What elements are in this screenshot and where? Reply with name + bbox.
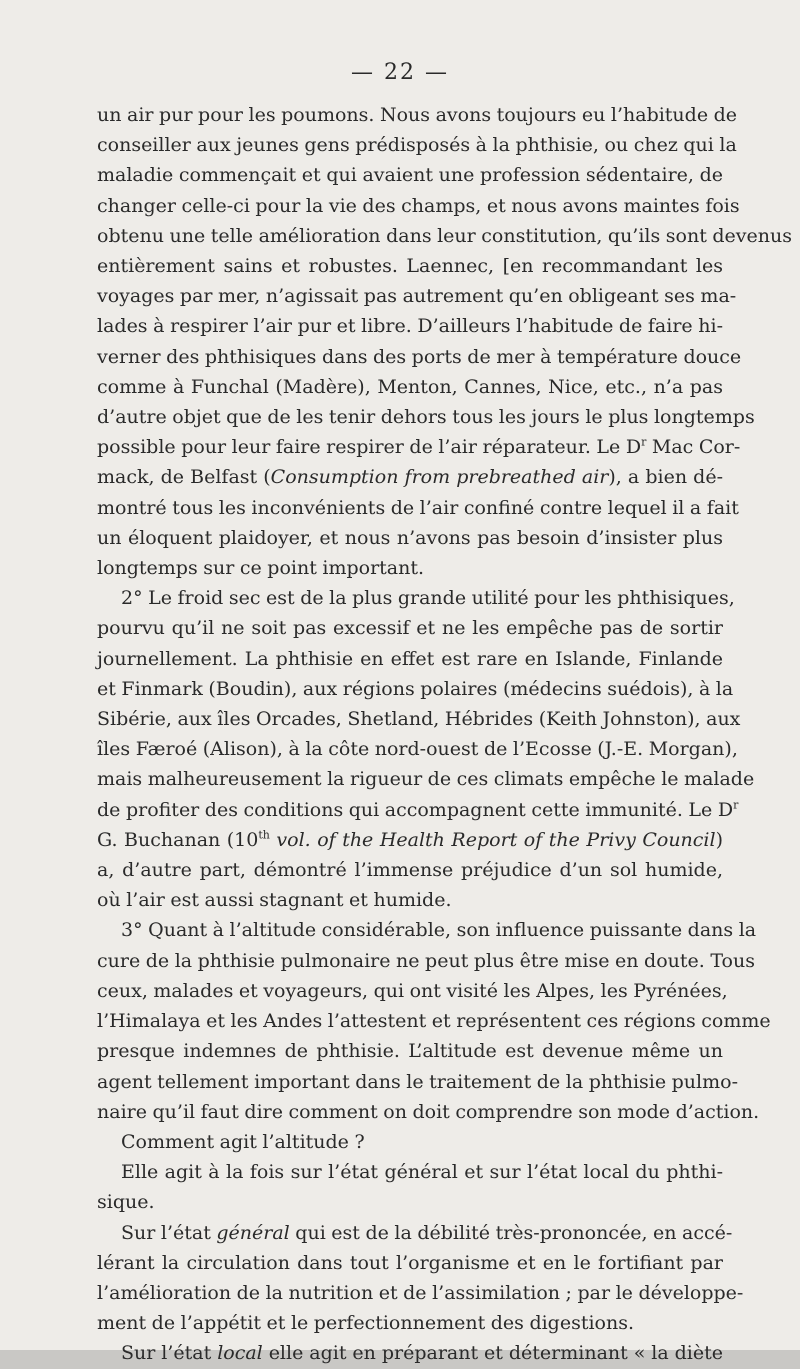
body-text <box>97 100 792 1369</box>
text-line <box>97 1187 723 1217</box>
line-text: Comment agit l’altitude ? <box>121 1130 365 1153</box>
text-line <box>97 915 757 945</box>
line-text-continued: elle agit en préparant et déterminant « la diète <box>262 1342 723 1365</box>
line-text: ceux, malades et voyageurs, qui ont visité les Alpes, les Pyrénées, <box>97 979 728 1002</box>
line-text: cure de la phthisie pulmonaire ne peut plus être mise en doute. Tous <box>97 949 755 972</box>
text-line <box>97 1006 771 1036</box>
line-text: a, d’autre part, démontré l’immense préjudice d’un sol humide, <box>97 859 723 882</box>
text-line <box>97 734 738 764</box>
text-line <box>97 372 723 402</box>
text-line <box>97 583 735 613</box>
text-line <box>97 311 723 341</box>
line-text: mais malheureusement la rigueur de ces climats empêche le malade <box>97 768 755 791</box>
text-line <box>97 855 723 885</box>
line-text: Sur l’état <box>121 1342 218 1365</box>
line-text: Sibérie, aux îles Orcades, Shetland, Hébrides (Keith Johnston), aux <box>97 708 741 731</box>
line-text: entièrement sains et robustes. Laennec, [en recommandant les <box>97 255 723 278</box>
text-line <box>97 1278 744 1308</box>
text-line <box>97 1067 738 1097</box>
line-text: de profiter des conditions qui accompagnent cette immunité. Le D <box>97 798 734 821</box>
line-text: lérant la circulation dans tout l’organisme et en le fortifiant par <box>97 1251 723 1274</box>
superscript: r <box>733 798 739 812</box>
line-text: îles Færoé (Alison), à la côte nord-ouest de l’Ecosse (J.-E. Morgan), <box>97 738 738 761</box>
line-text: journellement. La phthisie en effet est rare en Islande, Finlande <box>97 647 723 670</box>
line-text-continued: ) <box>715 828 724 851</box>
superscript: r <box>641 435 647 449</box>
line-text: longtemps sur ce point important. <box>97 557 425 580</box>
line-text: l’amélioration de la nutrition et de l’assimilation ; par le développe- <box>97 1281 744 1304</box>
line-text: agent tellement important dans le traitement de la phthisie pulmo- <box>97 1070 738 1093</box>
line-text: 2° Le froid sec est de la plus grande utilité pour les phthisiques, <box>121 587 735 610</box>
superscript: th <box>258 828 270 842</box>
line-text: lades à respirer l’air pur et libre. D’ailleurs l’habitude de faire hi- <box>97 315 723 338</box>
line-text: voyages par mer, n’agissait pas autrement qu’en obligeant ses ma- <box>97 285 737 308</box>
text-line <box>97 674 734 704</box>
line-text: presque indemnes de phthisie. L’altitude est devenue même un <box>97 1040 723 1063</box>
text-line <box>97 1218 733 1248</box>
text-line <box>97 221 792 251</box>
italic-text: Consumption from prebreathed air <box>270 466 609 489</box>
line-text: pourvu qu’il ne soit pas excessif et ne les empêche pas de sortir <box>97 617 723 640</box>
line-text: changer celle-ci pour la vie des champs, et nous avons maintes fois <box>97 194 740 217</box>
text-line <box>97 402 755 432</box>
line-text: mack, de Belfast ( <box>97 466 271 489</box>
text-line <box>97 1157 723 1187</box>
text-line <box>97 644 723 674</box>
line-text: un éloquent plaidoyer, et nous n’avons pas besoin d’insister plus <box>97 526 723 549</box>
text-line <box>97 191 740 221</box>
text-line <box>97 976 728 1006</box>
text-line <box>97 130 737 160</box>
text-line <box>97 1248 723 1278</box>
line-text: montré tous les inconvénients de l’air confiné contre lequel il a fait <box>97 496 739 519</box>
line-text-continued: qui est de la débilité très-prononcée, en accé- <box>289 1221 733 1244</box>
text-line <box>97 523 723 553</box>
line-text: où l’air est aussi stagnant et humide. <box>97 889 452 912</box>
text-line <box>97 432 741 462</box>
line-text-continued: Mac Cor- <box>646 436 741 459</box>
text-line <box>97 825 723 855</box>
line-text: G. Buchanan (10 <box>97 828 259 851</box>
text-line <box>97 281 737 311</box>
text-line <box>97 160 723 190</box>
line-text: sique. <box>97 1191 155 1214</box>
text-line <box>97 1097 760 1127</box>
text-line <box>97 553 723 583</box>
line-text: obtenu une telle amélioration dans leur constitution, qu’ils sont devenus <box>97 224 792 247</box>
text-line <box>97 251 723 281</box>
line-text: d’autre objet que de les tenir dehors tous les jours le plus longtemps <box>97 406 755 429</box>
line-text: un air pur pour les poumons. Nous avons toujours eu l’habitude de <box>97 104 738 126</box>
line-text: verner des phthisiques dans des ports de mer à température douce <box>97 345 742 368</box>
text-line <box>97 493 739 523</box>
line-text: et Finmark (Boudin), aux régions polaires (médecins suédois), à la <box>97 677 734 700</box>
text-line <box>97 704 741 734</box>
line-text: conseiller aux jeunes gens prédisposés à la phthisie, ou chez qui la <box>97 134 737 157</box>
line-text-continued: ), a bien dé- <box>608 466 723 489</box>
line-text: Sur l’état <box>121 1221 217 1244</box>
line-text: Elle agit à la fois sur l’état général et sur l’état local du phthi- <box>121 1161 723 1184</box>
line-text: naire qu’il faut dire comment on doit comprendre son mode d’action. <box>97 1100 760 1123</box>
line-text: maladie commençait et qui avaient une profession sédentaire, de <box>97 164 723 187</box>
page-number: — 22 — <box>351 60 449 85</box>
line-text: comme à Funchal (Madère), Menton, Cannes, Nice, etc., n’a pas <box>97 375 723 398</box>
line-text: ment de l’appétit et le perfectionnement des digestions. <box>97 1312 635 1335</box>
text-line <box>97 1127 723 1157</box>
line-text: possible pour leur faire respirer de l’air réparateur. Le D <box>97 436 642 459</box>
text-line <box>97 795 739 825</box>
text-line <box>97 100 738 130</box>
text-line <box>97 885 723 915</box>
text-line <box>97 1338 723 1368</box>
text-line <box>97 946 755 976</box>
text-line <box>97 1308 723 1338</box>
text-line <box>97 462 723 492</box>
text-line <box>97 1036 723 1066</box>
italic-text: local <box>217 1342 263 1365</box>
line-text: l’Himalaya et les Andes l’attestent et représentent ces régions comme <box>97 1010 771 1033</box>
line-text: 3° Quant à l’altitude considérable, son influence puissante dans la <box>121 919 757 942</box>
text-line <box>97 613 723 643</box>
italic-text: vol. of the Health Report of the Privy Council <box>269 828 716 851</box>
text-line <box>97 342 742 372</box>
text-line <box>97 764 755 794</box>
italic-text: général <box>216 1221 290 1244</box>
